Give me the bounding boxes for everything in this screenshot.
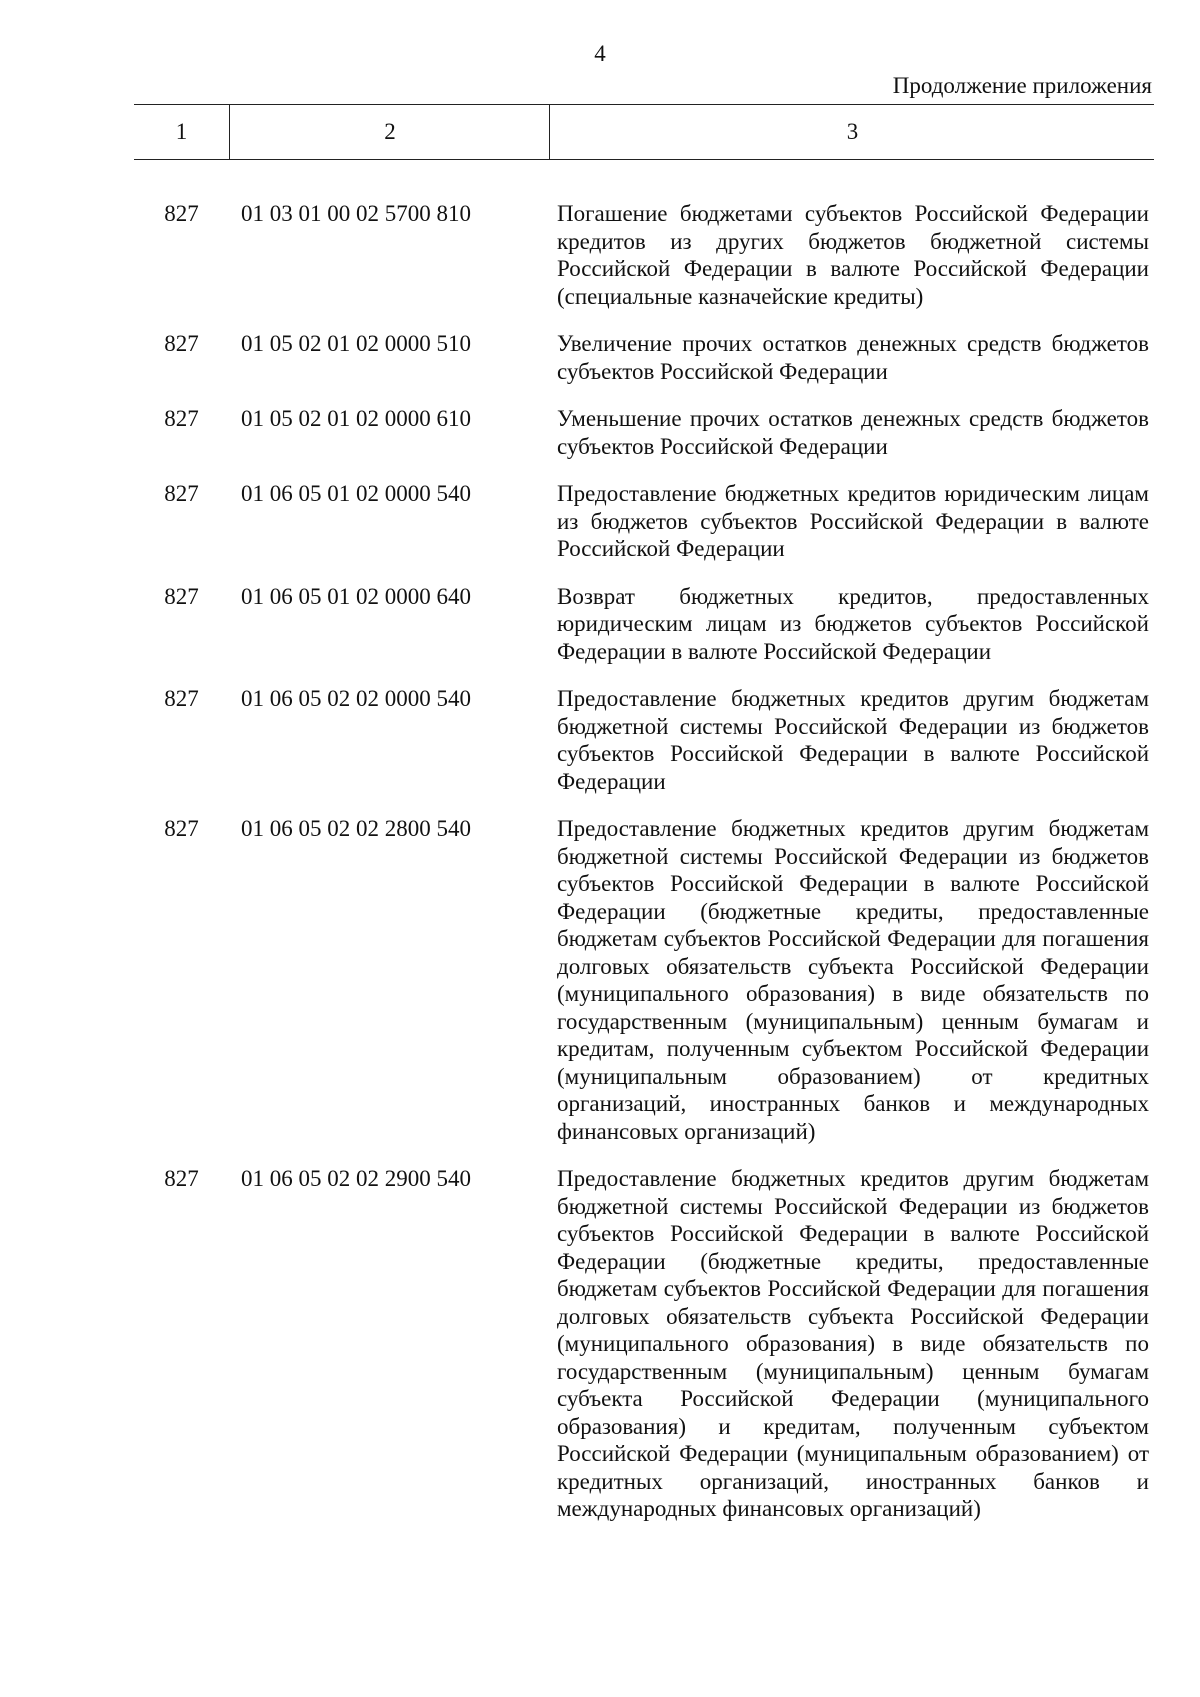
budget-code: 01 06 05 02 02 2800 540 (241, 816, 471, 841)
admin-code: 827 (164, 406, 199, 431)
budget-code: 01 06 05 01 02 0000 540 (241, 481, 471, 506)
admin-code: 827 (164, 583, 199, 609)
column-header-1: 1 (175, 119, 188, 144)
continuation-label: Продолжение приложения (892, 73, 1152, 98)
table-body (134, 200, 1154, 1543)
code-description: Предоставление бюджетных кредитов другим бюджетам бюджетной системы Российской Федерации из бюджетов субъектов Российской Федерации в валюте Российской Федерации (557, 686, 1149, 794)
code-description: Увеличение прочих остатков денежных средств бюджетов субъектов Российской Федерации (557, 331, 1149, 384)
page-number: 4 (594, 41, 606, 66)
budget-code: 01 06 05 02 02 0000 540 (241, 686, 471, 711)
table-row (134, 330, 1154, 385)
admin-code: 827 (164, 201, 199, 226)
table-header (134, 104, 1154, 160)
table-row (134, 685, 1154, 795)
budget-code: 01 06 05 01 02 0000 640 (241, 583, 471, 609)
table-row (134, 480, 1154, 563)
column-header-2: 2 (229, 105, 550, 159)
code-description: Уменьшение прочих остатков денежных средств бюджетов субъектов Российской Федерации (557, 406, 1149, 459)
admin-code: 827 (164, 1166, 199, 1191)
admin-code: 827 (164, 481, 199, 506)
column-header-3: 3 (549, 105, 1155, 159)
budget-code: 01 06 05 02 02 2900 540 (241, 1166, 471, 1191)
admin-code: 827 (164, 816, 199, 841)
budget-code: 01 05 02 01 02 0000 510 (241, 331, 471, 356)
table-row (134, 405, 1154, 460)
code-description: Возврат бюджетных кредитов, предоставленных юридическим лицам из бюджетов субъектов Российской Федерации в валюте Российской Федерации (557, 583, 1149, 664)
code-description: Предоставление бюджетных кредитов юридическим лицам из бюджетов субъектов Российской Федерации в валюте Российской Федерации (557, 481, 1149, 561)
code-description: Предоставление бюджетных кредитов другим бюджетам бюджетной системы Российской Федерации из бюджетов субъектов Российской Федерации в валюте Российской Федерации (бюджетные кредиты, предоставленные бюджетам субъектов Российской Федерации для погашения долговых обязательств субъекта Российской Федерации (муниципального образования) в виде обязательств по государственным (муниципальным) ценным бумагам субъекта Российской Федерации (муниципального образования) и кредитам, полученным субъектом Российской Федерации (муниципальным образованием) от кредитных организаций, иностранных банков и международных финансовых организаций) (557, 1166, 1149, 1521)
table-row (134, 200, 1154, 310)
table-row (134, 1165, 1154, 1523)
admin-code: 827 (164, 686, 199, 711)
code-description: Погашение бюджетами субъектов Российской Федерации кредитов из других бюджетов бюджетной системы Российской Федерации в валюте Российской Федерации (специальные казначейские кредиты) (557, 201, 1149, 309)
budget-code: 01 03 01 00 02 5700 810 (241, 201, 471, 226)
table-row (134, 583, 1154, 666)
budget-code: 01 05 02 01 02 0000 610 (241, 406, 471, 431)
code-description: Предоставление бюджетных кредитов другим бюджетам бюджетной системы Российской Федерации из бюджетов субъектов Российской Федерации в валюте Российской Федерации (бюджетные кредиты, предоставленные бюджетам субъектов Российской Федерации для погашения долговых обязательств субъекта Российской Федерации (муниципального образования) в виде обязательств по государственным (муниципальным) ценным бумагам и кредитам, полученным субъектом Российской Федерации (муниципальным образованием) от кредитных организаций, иностранных банков и международных финансовых организаций) (557, 816, 1149, 1144)
table-row (134, 815, 1154, 1145)
admin-code: 827 (164, 331, 199, 356)
